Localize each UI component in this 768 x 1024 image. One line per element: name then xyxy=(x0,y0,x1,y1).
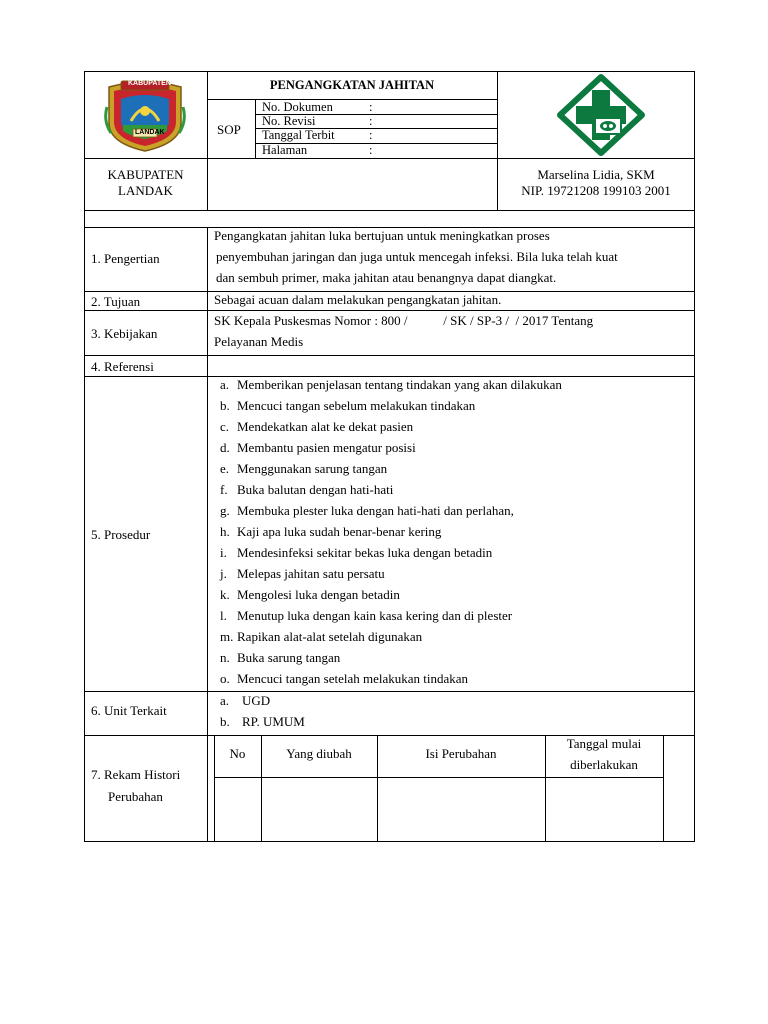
item-text: Membuka plester luka dengan hati-hati dan perlahan, xyxy=(237,503,514,518)
prosedur-item xyxy=(220,504,514,517)
item-text: Melepas jahitan satu persatu xyxy=(237,566,385,581)
item-text: Menutup luka dengan kain kasa kering dan di plester xyxy=(237,608,513,623)
prosedur-item xyxy=(220,462,387,475)
item-text: Buka balutan dengan hati-hati xyxy=(237,482,394,497)
unit-item xyxy=(220,715,305,728)
field-sep-4: : xyxy=(369,143,373,157)
org-name-line1: KABUPATEN xyxy=(107,167,184,182)
section-label-perubahan: Perubahan xyxy=(108,789,163,804)
frame-bottom xyxy=(84,841,695,842)
item-letter: b. xyxy=(220,714,230,729)
item-letter: l. xyxy=(220,608,227,623)
item-text: Mengolesi luka dengan betadin xyxy=(237,587,400,602)
item-letter: a. xyxy=(220,377,230,392)
item-letter: a. xyxy=(220,693,230,708)
section-label-unit-terkait: 6. Unit Terkait xyxy=(91,703,167,718)
emblem-text-bottom: LANDAK xyxy=(135,129,165,136)
item-text: Menggunakan sarung tangan xyxy=(237,461,388,476)
prosedur-item xyxy=(220,651,340,664)
item-text: Membantu pasien mengatur posisi xyxy=(237,440,416,455)
org-name-line2: LANDAK xyxy=(118,183,173,198)
field-sep-2: : xyxy=(369,114,373,128)
body-divider xyxy=(207,227,208,841)
prosedur-item xyxy=(220,588,400,601)
item-text: Rapikan alat-alat setelah digunakan xyxy=(237,629,423,644)
prosedur-item xyxy=(220,609,512,622)
item-letter: n. xyxy=(220,650,230,665)
prosedur-item xyxy=(220,378,562,391)
history-col-tanggal-line2: diberlakukan xyxy=(570,757,638,772)
item-text: UGD xyxy=(242,693,271,708)
signer-nip: NIP. 19721208 199103 2001 xyxy=(521,183,671,198)
field-sep-3: : xyxy=(369,128,373,142)
prosedur-item xyxy=(220,420,413,433)
kabupaten-landak-emblem-icon xyxy=(101,77,189,153)
pengertian-line-1: Pengangkatan jahitan luka bertujuan untuk meningkatkan proses xyxy=(214,228,550,243)
field-sep-1: : xyxy=(369,100,373,114)
section-label-tujuan: 2. Tujuan xyxy=(91,294,141,309)
history-table-header-line xyxy=(214,777,664,778)
prosedur-item xyxy=(220,525,441,538)
row-line-3 xyxy=(84,355,695,356)
item-text: Kaji apa luka sudah benar-benar kering xyxy=(237,524,442,539)
row-line-5 xyxy=(84,691,695,692)
item-text: RP. UMUM xyxy=(242,714,305,729)
item-letter: d. xyxy=(220,440,230,455)
history-col-no: No xyxy=(229,746,246,761)
section-label-referensi: 4. Referensi xyxy=(91,359,154,374)
pengertian-line-2: penyembuhan jaringan dan juga untuk mencegah infeksi. Bila luka telah kuat xyxy=(216,249,618,264)
row-line-2 xyxy=(84,310,695,311)
unit-item xyxy=(220,694,270,707)
prosedur-item xyxy=(220,483,393,496)
org-row-bottom-line xyxy=(84,210,695,211)
prosedur-item xyxy=(220,672,468,685)
item-text: Memberikan penjelasan tentang tindakan yang akan dilakukan xyxy=(237,377,562,392)
header-bottom-line xyxy=(84,158,695,159)
item-letter: c. xyxy=(220,419,230,434)
section-label-pengertian: 1. Pengertian xyxy=(91,251,160,266)
frame-top xyxy=(84,71,695,72)
item-letter: b. xyxy=(220,398,230,413)
signer-name: Marselina Lidia, SKM xyxy=(537,167,655,182)
item-letter: f. xyxy=(220,482,228,497)
history-col-tanggal-line1: Tanggal mulai xyxy=(566,736,642,751)
field-tanggal-terbit: Tanggal Terbit xyxy=(262,128,335,142)
item-letter: g. xyxy=(220,503,230,518)
field-no-dokumen: No. Dokumen xyxy=(262,100,333,114)
tujuan-text: Sebagai acuan dalam melakukan pengangkatan jahitan. xyxy=(214,292,502,307)
title-underline xyxy=(207,99,497,100)
item-text: Mendesinfeksi sekitar bekas luka dengan betadin xyxy=(237,545,493,560)
kebijakan-line-2: Pelayanan Medis xyxy=(214,334,304,349)
item-letter: m. xyxy=(220,629,234,644)
pengertian-line-3: dan sembuh primer, maka jahitan atau benangnya dapat diangkat. xyxy=(216,270,557,285)
sop-label: SOP xyxy=(217,122,241,137)
item-letter: j. xyxy=(220,566,227,581)
field-no-revisi: No. Revisi xyxy=(262,114,316,128)
prosedur-item xyxy=(220,630,422,643)
item-letter: k. xyxy=(220,587,230,602)
history-col-line-4 xyxy=(663,735,664,841)
prosedur-item xyxy=(220,567,385,580)
section-label-rekam-histori: 7. Rekam Histori xyxy=(91,767,181,782)
history-col-yang-diubah: Yang diubah xyxy=(286,746,352,761)
section-label-prosedur: 5. Prosedur xyxy=(91,527,151,542)
history-col-isi-perubahan: Isi Perubahan xyxy=(425,746,497,761)
item-text: Mendekatkan alat ke dekat pasien xyxy=(237,419,414,434)
section-label-kebijakan: 3. Kebijakan xyxy=(91,326,158,341)
item-letter: o. xyxy=(220,671,230,686)
prosedur-item xyxy=(220,546,492,559)
item-letter: e. xyxy=(220,461,230,476)
item-text: Mencuci tangan setelah melakukan tindakan xyxy=(237,671,469,686)
document-title: PENGANGKATAN JAHITAN xyxy=(269,78,435,92)
item-letter: h. xyxy=(220,524,230,539)
header-divider-left xyxy=(207,71,208,210)
history-col-line-3 xyxy=(545,735,546,841)
item-text: Buka sarung tangan xyxy=(237,650,341,665)
item-text: Mencuci tangan sebelum melakukan tindakan xyxy=(237,398,476,413)
item-letter: i. xyxy=(220,545,227,560)
prosedur-item xyxy=(220,399,475,412)
field-halaman: Halaman xyxy=(262,143,308,157)
kebijakan-line-1: SK Kepala Puskesmas Nomor : 800 / / SK / SP-3 / / 2017 Tentang xyxy=(214,313,594,328)
prosedur-item xyxy=(220,441,416,454)
emblem-text-top: KABUPATEN xyxy=(128,80,171,87)
puskesmas-logo-icon xyxy=(557,74,645,156)
